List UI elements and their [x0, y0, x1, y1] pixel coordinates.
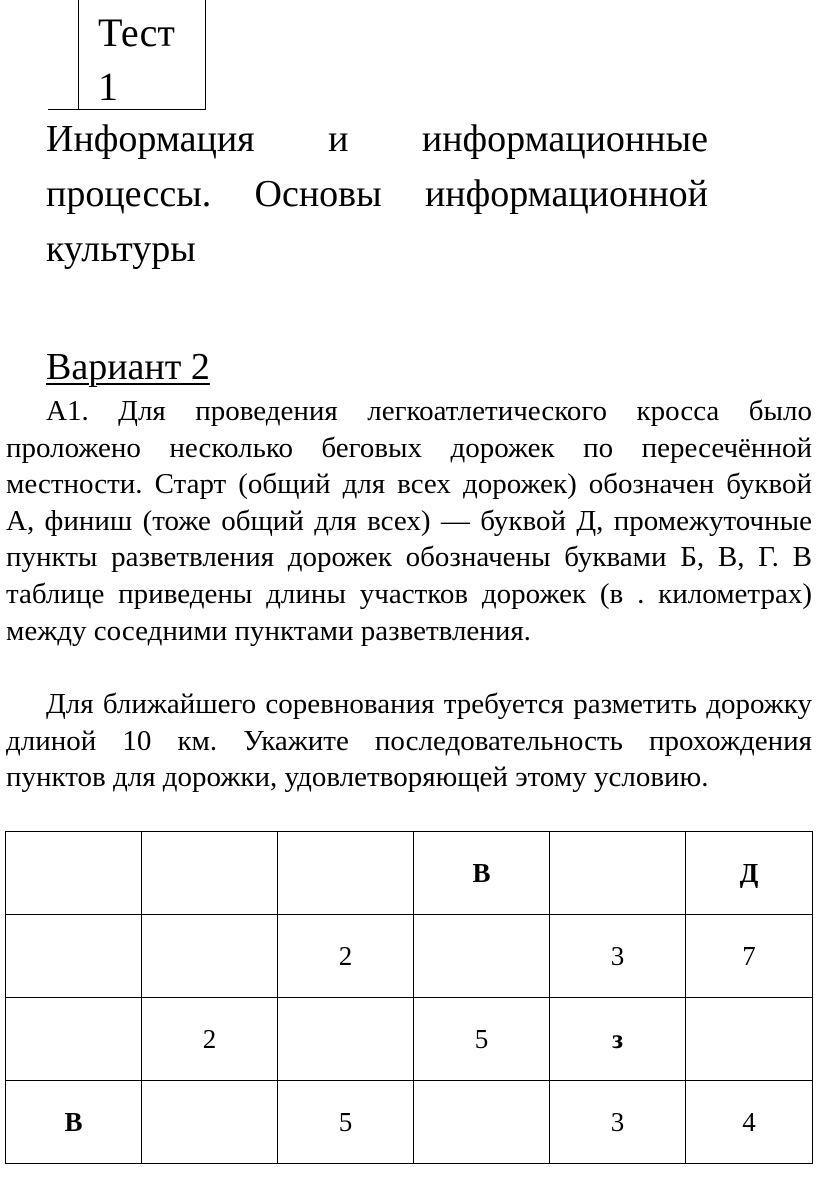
box-border-left	[78, 0, 79, 110]
table-cell	[550, 832, 686, 915]
table-cell: 5	[278, 1081, 414, 1164]
table-cell: 2	[278, 915, 414, 998]
box-border-right	[205, 0, 206, 110]
table-cell: 2	[142, 998, 278, 1081]
table-cell: В	[6, 1081, 142, 1164]
table-cell	[6, 915, 142, 998]
table-cell: Д	[686, 832, 813, 915]
table-cell: 7	[686, 915, 813, 998]
table-cell	[142, 915, 278, 998]
table-cell	[278, 832, 414, 915]
table-cell	[142, 1081, 278, 1164]
table-cell	[6, 998, 142, 1081]
test-label: Тест 1	[98, 10, 175, 109]
question-paragraph-2: Для ближайшего соревнования требуется разметить дорожку длиной 10 км. Укажите последовательность прохождения пунктов для дорожки, удовлетворяющей этому условию.	[6, 688, 812, 794]
table-cell	[6, 832, 142, 915]
topic-heading: Информация и информационные процессы. Основы информационной культуры	[46, 118, 708, 270]
test-number-box	[48, 0, 206, 110]
table-row	[6, 1081, 813, 1164]
table-row	[6, 915, 813, 998]
table-row	[6, 998, 813, 1081]
table-cell	[414, 1081, 550, 1164]
table-cell: 5	[414, 998, 550, 1081]
table-row	[6, 832, 813, 915]
table-cell	[414, 915, 550, 998]
question-paragraph-1: А1. Для проведения легкоатлетического кросса было проложено несколько беговых дорожек по пересечённой местности. Старт (общий для всех дорожек) обозначен буквой А, финиш (тоже общий для всех) — буквой Д, промежуточные пункты разветвления дорожек обозначены буквами Б, В, Г. В таблице приведены длины участков дорожек (в . километрах) между соседними пунктами разветвления.	[6, 395, 812, 647]
table-cell: В	[414, 832, 550, 915]
table-cell	[142, 832, 278, 915]
table-cell: 4	[686, 1081, 813, 1164]
table-cell	[686, 998, 813, 1081]
table-cell: 3	[550, 1081, 686, 1164]
table-cell	[278, 998, 414, 1081]
variant-title: Вариант 2	[46, 346, 210, 388]
distance-table	[5, 831, 813, 1164]
table-cell: 3	[550, 915, 686, 998]
table-cell: з	[550, 998, 686, 1081]
